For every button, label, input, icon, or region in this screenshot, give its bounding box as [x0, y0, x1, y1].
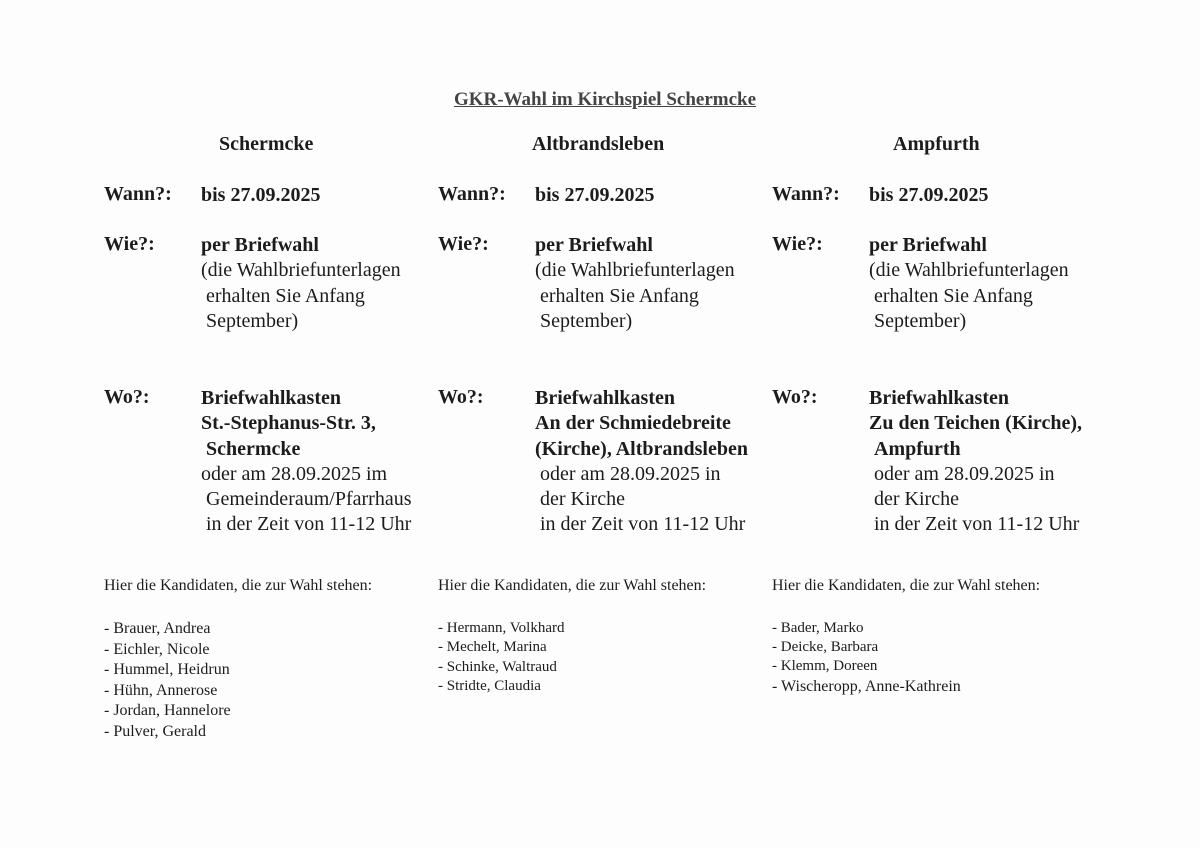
- wann-label: Wann?:: [438, 183, 506, 205]
- column-heading: Altbrandsleben: [532, 133, 665, 155]
- column-altbrandsleben: [438, 0, 778, 848]
- wann-value: [869, 183, 988, 208]
- wie-value: [201, 233, 401, 334]
- wo-alternative-line: in der Zeit von 11-12 Uhr: [540, 513, 746, 536]
- candidate-list: [772, 619, 961, 697]
- candidates-intro: Hier die Kandidaten, die zur Wahl stehen:: [104, 577, 373, 594]
- wo-location-line: (Kirche), Altbrandsleben: [535, 437, 748, 460]
- wie-method: per Briefwahl: [201, 234, 319, 256]
- candidate-item: - Eichler, Nicole: [104, 640, 210, 658]
- wie-note-line: erhalten Sie Anfang: [206, 284, 365, 307]
- wie-note-line: September): [540, 309, 633, 332]
- wie-method: per Briefwahl: [535, 234, 653, 256]
- column-heading: Schermcke: [219, 133, 314, 155]
- candidate-item: - Klemm, Doreen: [772, 658, 878, 674]
- wie-value: [869, 233, 1069, 334]
- candidate-item: - Stridte, Claudia: [438, 677, 541, 694]
- candidate-item: - Wischeropp, Anne-Kathrein: [772, 678, 961, 695]
- wie-note-line: (die Wahlbriefunterlagen: [535, 259, 735, 282]
- candidate-list: [438, 619, 565, 696]
- candidate-item: - Schinke, Waltraud: [438, 658, 557, 675]
- wie-label: Wie?:: [104, 233, 155, 255]
- candidate-item: - Pulver, Gerald: [104, 722, 206, 740]
- document-title: GKR-Wahl im Kirchspiel Schermcke: [453, 89, 757, 110]
- candidate-item: - Bader, Marko: [772, 620, 864, 636]
- wie-label: Wie?:: [438, 233, 489, 255]
- wann-date: bis 27.09.2025: [535, 184, 655, 206]
- candidates-intro: Hier die Kandidaten, die zur Wahl stehen:: [772, 577, 1041, 594]
- wo-alternative-line: in der Zeit von 11-12 Uhr: [206, 513, 412, 536]
- wo-alternative-line: Gemeinderaum/Pfarrhaus: [206, 488, 412, 511]
- wo-location-line: St.-Stephanus-Str. 3,: [201, 412, 376, 435]
- wo-location-line: Briefwahlkasten: [201, 387, 341, 409]
- wo-value: [201, 386, 411, 538]
- wo-alternative-line: der Kirche: [874, 488, 959, 511]
- candidate-list: [104, 619, 231, 742]
- wo-alternative-line: oder am 28.09.2025 in: [874, 462, 1055, 485]
- candidate-item: - Hermann, Volkhard: [438, 620, 565, 636]
- wo-value: [535, 386, 748, 538]
- wann-date: bis 27.09.2025: [201, 184, 321, 206]
- wo-location-line: Schermcke: [206, 437, 301, 460]
- wann-value: [535, 183, 654, 208]
- wie-note-line: (die Wahlbriefunterlagen: [869, 259, 1069, 282]
- candidate-item: - Brauer, Andrea: [104, 620, 211, 637]
- wo-value: [869, 386, 1082, 538]
- wo-label: Wo?:: [438, 386, 484, 408]
- wie-method: per Briefwahl: [869, 234, 987, 256]
- column-schermcke: [104, 0, 444, 848]
- wie-note-line: September): [206, 309, 299, 332]
- wo-location-line: Briefwahlkasten: [869, 387, 1009, 409]
- wo-alternative-line: in der Zeit von 11-12 Uhr: [874, 513, 1080, 536]
- column-ampfurth: [772, 0, 1112, 848]
- candidate-item: - Mechelt, Marina: [438, 639, 547, 656]
- candidate-item: - Jordan, Hannelore: [104, 702, 231, 719]
- candidates-intro: Hier die Kandidaten, die zur Wahl stehen:: [438, 577, 707, 594]
- wo-location-line: Ampfurth: [874, 437, 961, 460]
- wo-alternative-line: oder am 28.09.2025 im: [201, 462, 388, 485]
- wie-label: Wie?:: [772, 233, 823, 255]
- wo-location-line: Briefwahlkasten: [535, 387, 675, 409]
- candidate-item: - Hummel, Heidrun: [104, 661, 230, 678]
- wo-alternative-line: der Kirche: [540, 488, 625, 511]
- wann-label: Wann?:: [104, 183, 172, 205]
- candidate-item: - Deicke, Barbara: [772, 639, 879, 655]
- wie-note-line: September): [874, 309, 967, 332]
- wann-date: bis 27.09.2025: [869, 184, 989, 206]
- wie-note-line: (die Wahlbriefunterlagen: [201, 259, 401, 282]
- wie-value: [535, 233, 735, 334]
- wo-alternative-line: oder am 28.09.2025 in: [540, 462, 721, 485]
- wo-label: Wo?:: [104, 386, 150, 408]
- wo-location-line: Zu den Teichen (Kirche),: [869, 412, 1082, 435]
- candidate-item: - Hühn, Annerose: [104, 681, 218, 699]
- wann-label: Wann?:: [772, 183, 840, 205]
- wie-note-line: erhalten Sie Anfang: [874, 284, 1033, 307]
- wann-value: [201, 183, 320, 208]
- wie-note-line: erhalten Sie Anfang: [540, 284, 699, 307]
- wo-location-line: An der Schmiedebreite: [535, 412, 731, 435]
- column-heading: Ampfurth: [893, 133, 980, 155]
- wo-label: Wo?:: [772, 386, 818, 408]
